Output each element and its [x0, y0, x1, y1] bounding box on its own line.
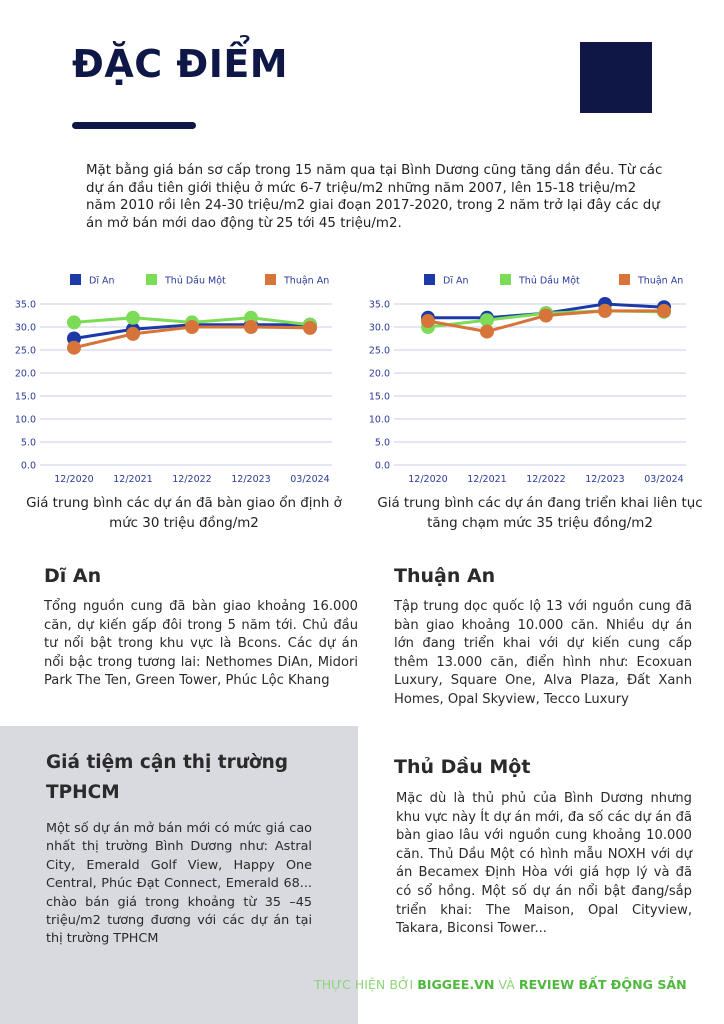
legend-label: Thủ Dầu Một [165, 275, 226, 287]
footer-credit [314, 977, 687, 992]
data-point [244, 320, 258, 334]
legend-swatch [500, 274, 511, 285]
chart-caption-under-construction: Giá trung bình các dự án đang triển khai liên tục tăng chạm mức 35 triệu đồng/m2 [377, 496, 703, 531]
chart-caption-handed-over: Giá trung bình các dự án đã bàn giao ổn định ở mức 30 triệu đồng/m2 [26, 496, 342, 531]
x-tick-label: 12/2023 [231, 474, 271, 485]
y-tick-label: 5.0 [20, 437, 36, 449]
y-tick-label: 30.0 [14, 322, 36, 334]
decorative-navy-square [580, 42, 652, 113]
legend-label: Thuận An [638, 275, 684, 287]
footer-middle: VÀ [494, 977, 519, 992]
x-tick-label: 12/2020 [408, 474, 448, 485]
data-point [67, 341, 81, 355]
data-point [67, 315, 81, 329]
x-tick-label: 03/2024 [290, 474, 330, 485]
data-point [657, 304, 671, 318]
data-point [303, 321, 317, 335]
data-point [421, 314, 435, 328]
legend-swatch [265, 274, 276, 285]
footer-prefix: THỰC HIỆN BỞI [314, 977, 418, 992]
section-body-di-an: Tổng nguồn cung đã bàn giao khoảng 16.000 căn, dự kiến gấp đôi trong 5 năm tới. Chủ đầu tư nổi bật trong khu vực là Bcons. Các dự án nổi bậc trong tương lai: Nethomes DiAn, Midori Park The Ten, Green Tower, Phúc Lộc Khang [44, 599, 358, 689]
legend-swatch [424, 274, 435, 285]
legend-label: Thuận An [284, 275, 330, 287]
legend-swatch [70, 274, 81, 285]
y-tick-label: 5.0 [374, 437, 390, 449]
section-title-thu-dau-mot: Thủ Dầu Một [394, 756, 531, 778]
section-body-thuan-an: Tập trung dọc quốc lộ 13 với nguồn cung đã bàn giao khoảng 10.000 căn. Nhiều dự án lớn đang triển khai với dự kiến cung cấp thêm 13.000 căn, điển hình như: Ecoxuan Luxury, Square One, Alva Plaza, Đất Xanh Homes, Opal Skyview, Tecco Luxury [394, 599, 692, 707]
data-point [539, 309, 553, 323]
footer-brand-biggee: BIGGEE.VN [417, 977, 495, 992]
section-body-tphcm: Một số dự án mở bán mới có mức giá cao nhất thị trường Bình Dương như: Astral City, Emerald Golf View, Happy One Central, Phúc Đạt Connect, Emerald 68... chào bán giá trong khoảng từ 35 –45 triệu/m2 tương đương với các dự án tại thị trường TPHCM [46, 821, 312, 947]
section-title-thuan-an: Thuận An [394, 565, 496, 587]
section-title-tphcm: Giá tiệm cận thị trường TPHCM [46, 752, 289, 803]
y-tick-label: 15.0 [14, 391, 36, 403]
data-point [480, 325, 494, 339]
y-tick-label: 0.0 [374, 460, 390, 472]
footer-brand-review: REVIEW BẤT ĐỘNG SẢN [518, 977, 687, 992]
y-tick-label: 15.0 [368, 391, 390, 403]
y-tick-label: 10.0 [14, 414, 36, 426]
chart-handed-over [10, 264, 350, 494]
data-point [598, 304, 612, 318]
chart-under-construction [364, 264, 704, 494]
y-tick-label: 10.0 [368, 414, 390, 426]
chart-under-construction-svg [364, 264, 704, 494]
section-body-thu-dau-mot: Mặc dù là thủ phủ của Bình Dương nhưng khu vực này Ít dự án mới, đa số các dự án đã bàn giao lâu với nguồn cung khoảng 10.000 căn. Thủ Dầu Một có hình mẫu NOXH với dự án Becamex Định Hòa với giá hợp lý và đã có sổ hồng. Một số dự án nổi bật đang/sắp triển khai: The Maison, Opal Cityview, Takara, Biconsi Tower... [396, 791, 692, 937]
data-point [126, 327, 140, 341]
page-title: ĐẶC ĐIỂM [72, 42, 289, 86]
x-tick-label: 12/2021 [113, 474, 153, 485]
legend-swatch [619, 274, 630, 285]
legend-label: Dĩ An [443, 275, 469, 287]
y-tick-label: 20.0 [14, 368, 36, 380]
x-tick-label: 03/2024 [644, 474, 684, 485]
x-tick-label: 12/2022 [172, 474, 212, 485]
legend-label: Thủ Dầu Một [519, 275, 580, 287]
y-tick-label: 35.0 [14, 299, 36, 311]
x-tick-label: 12/2021 [467, 474, 507, 485]
y-tick-label: 0.0 [20, 460, 36, 472]
intro-paragraph: Mặt bằng giá bán sơ cấp trong 15 năm qua tại Bình Dương cũng tăng dần đều. Từ các dự án đầu tiên giới thiệu ở mức 6-7 triệu/m2 những năm 2007, lên 15-18 triệu/m2 năm 2010 rồi lên 24-30 triệu/m2 giai đoạn 2017-2020, trong 2 năm trở lại đây các dự án mở bán mới dao động từ 25 tới 45 triệu/m2. [86, 163, 663, 231]
chart-handed-over-svg [10, 264, 350, 494]
y-tick-label: 20.0 [368, 368, 390, 380]
legend-label: Dĩ An [89, 275, 115, 287]
x-tick-label: 12/2022 [526, 474, 566, 485]
x-tick-label: 12/2023 [585, 474, 625, 485]
title-underline-bar [72, 122, 196, 129]
legend-swatch [146, 274, 157, 285]
y-tick-label: 30.0 [368, 322, 390, 334]
data-point [185, 320, 199, 334]
x-tick-label: 12/2020 [54, 474, 94, 485]
y-tick-label: 35.0 [368, 299, 390, 311]
y-tick-label: 25.0 [14, 345, 36, 357]
section-title-di-an: Dĩ An [44, 565, 102, 587]
y-tick-label: 25.0 [368, 345, 390, 357]
data-point [126, 311, 140, 325]
